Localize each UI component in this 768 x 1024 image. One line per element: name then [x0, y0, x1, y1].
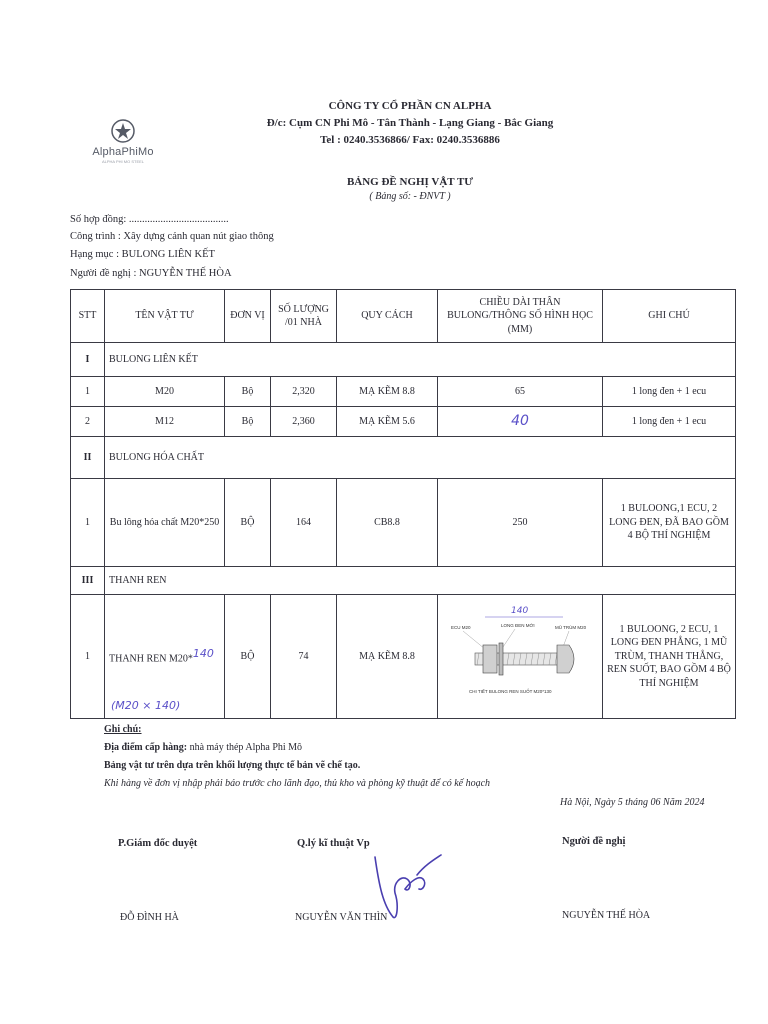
section-number: III — [71, 567, 105, 595]
cell-length-handwritten: 40 — [438, 407, 603, 437]
section-title: BULONG HÓA CHẤT — [105, 437, 736, 479]
signature-role-director: P.Giám đốc duyệt — [118, 838, 198, 849]
contract-line: Số hợp đồng: ...................................... — [70, 214, 229, 225]
cell-note: 1 BULOONG,1 ECU, 2 LONG ĐEN, ĐÃ BAO GỒM 4 BỘ THÍ NGHIỆM — [603, 479, 736, 567]
header-cell: SỐ LƯỢNG /01 NHÀ — [271, 290, 337, 343]
washer — [499, 643, 503, 675]
document-title: BẢNG ĐỀ NGHỊ VẬT TƯ — [346, 176, 474, 188]
table-row — [71, 595, 736, 719]
cell-length: 65 — [438, 377, 603, 407]
cell-name-handwritten: 140 — [192, 647, 214, 661]
cell-unit: BỘ — [225, 479, 271, 567]
header-cell: GHI CHÚ — [603, 290, 736, 343]
diagram-caption: CHI TIẾT BULONG REN SUỐT M20*130 — [469, 688, 552, 694]
cell-qty: 74 — [271, 595, 337, 719]
cell-note: 1 long đen + 1 ecu — [603, 377, 736, 407]
cell-stt: 2 — [71, 407, 105, 437]
cell-name: M20 — [105, 377, 225, 407]
table-row — [71, 479, 736, 567]
cell-spec: MẠ KẼM 5.6 — [337, 407, 438, 437]
star-globe-icon — [110, 118, 136, 144]
notes-line-1-value: nhà máy thép Alpha Phi Mô — [187, 742, 303, 753]
notes-line-1-label: Địa điểm cấp hàng: — [104, 742, 188, 753]
section-number: II — [71, 437, 105, 479]
diagram-label-right: MŨ TRÙM M20 — [555, 624, 587, 630]
project-line: Công trình : Xây dựng cảnh quan nút giao thông — [70, 231, 274, 242]
cell-stt: 1 — [71, 595, 105, 719]
company-phone: Tel : 0240.3536866/ Fax: 0240.3536886 — [320, 134, 500, 146]
notes-line-3: Khi hàng về đơn vị nhập phải báo trước cho lãnh đạo, thủ kho và phòng kỹ thuật để có kế hoạch — [104, 778, 491, 789]
cell-diagram — [438, 595, 603, 719]
signature-name-technical: NGUYỄN VĂN THÌN — [295, 912, 388, 923]
cell-stt: 1 — [71, 377, 105, 407]
cell-length: 250 — [438, 479, 603, 567]
header-cell: STT — [71, 290, 105, 343]
notes-line-1 — [104, 742, 302, 753]
company-address: Đ/c: Cụm CN Phi Mô - Tân Thành - Lạng Giang - Bắc Giang — [266, 117, 554, 129]
cell-spec: MẠ KẼM 8.8 — [337, 377, 438, 407]
section-number: I — [71, 343, 105, 377]
requester-line: Người đề nghị : NGUYỄN THẾ HÒA — [70, 268, 232, 279]
company-logo — [78, 118, 168, 178]
section-title: BULONG LIÊN KẾT — [105, 343, 736, 377]
notes-line-2: Bảng vật tư trên dựa trên khối lượng thực tế bản vẽ chế tạo. — [104, 760, 361, 771]
company-name: CÔNG TY CỔ PHẦN CN ALPHA — [328, 100, 492, 112]
signature-name-director: ĐỖ ĐÌNH HÀ — [120, 912, 179, 923]
cell-name — [105, 595, 225, 719]
signature-role-requester: Người đề nghị — [562, 836, 626, 847]
signature-role-technical: Q.lý kĩ thuật Vp — [297, 838, 370, 849]
cell-unit: Bộ — [225, 407, 271, 437]
cap-nut — [557, 645, 574, 673]
section-row — [71, 343, 736, 377]
cell-qty: 164 — [271, 479, 337, 567]
diagram-label-mid: LONG ĐEN MỚI — [501, 622, 535, 628]
materials-table — [70, 289, 736, 719]
cell-spec: CB8.8 — [337, 479, 438, 567]
cell-name-printed: THANH REN M20* — [109, 653, 193, 665]
section-row — [71, 437, 736, 479]
diagram-dimension: 140 — [511, 605, 529, 616]
nut-left — [483, 645, 497, 673]
signature-name-requester: NGUYỄN THẾ HÒA — [562, 910, 651, 921]
logo-text: AlphaPhiMo — [92, 146, 154, 158]
section-title: THANH REN — [105, 567, 736, 595]
category-line: Hạng mục : BULONG LIÊN KẾT — [70, 249, 215, 260]
document-subtitle: ( Bảng số: - ĐNVT ) — [369, 191, 451, 202]
cell-note: 1 BULOONG, 2 ECU, 1 LONG ĐEN PHẲNG, 1 MŨ TRÙM, THANH THẲNG, REN SUỐT, BAO GỒM 4 BỘ THÍ NGHIỆM — [603, 595, 736, 719]
cell-note: 1 long đen + 1 ecu — [603, 407, 736, 437]
date-line: Hà Nội, Ngày 5 tháng 06 Năm 2024 — [560, 797, 705, 808]
cell-stt: 1 — [71, 479, 105, 567]
section-row — [71, 567, 736, 595]
threaded-rod-diagram — [445, 601, 595, 713]
header-cell: ĐƠN VỊ — [225, 290, 271, 343]
logo-tagline: ALPHA PHI MO STEEL — [101, 159, 144, 164]
header-cell: TÊN VẬT TƯ — [105, 290, 225, 343]
cell-qty: 2,360 — [271, 407, 337, 437]
cell-qty: 2,320 — [271, 377, 337, 407]
cell-spec: MẠ KẼM 8.8 — [337, 595, 438, 719]
handwritten-margin-note: (M20 × 140) — [111, 699, 181, 713]
table-row — [71, 377, 736, 407]
cell-unit: BỘ — [225, 595, 271, 719]
cell-name: Bu lông hóa chất M20*250 — [105, 479, 225, 567]
header-cell: QUY CÁCH — [337, 290, 438, 343]
cell-name: M12 — [105, 407, 225, 437]
notes-heading: Ghi chú: — [104, 724, 142, 735]
diagram-label-left: ECU M20 — [451, 624, 471, 630]
table-row — [71, 407, 736, 437]
cell-unit: Bộ — [225, 377, 271, 407]
header-cell: CHIỀU DÀI THÂN BULONG/THÔNG SỐ HÌNH HỌC (MM) — [438, 290, 603, 343]
table-header-row — [71, 290, 736, 343]
